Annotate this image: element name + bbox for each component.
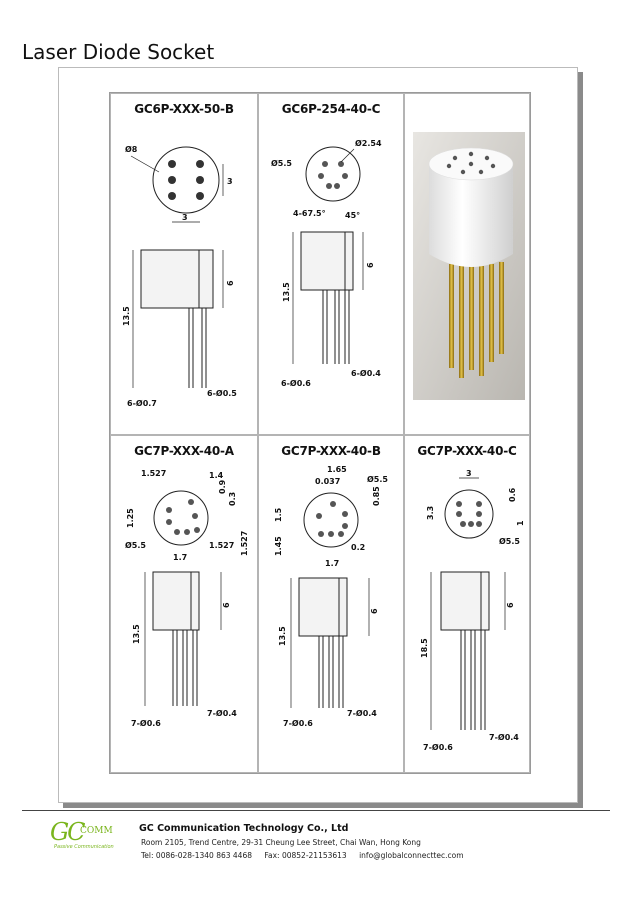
company-name: GC Communication Technology Co., Ltd [139,823,349,834]
angle-b-label: 45° [345,211,361,220]
d1-label: 1.65 [327,465,347,474]
socket-drawing [259,94,405,436]
pitch-v-label: 3 [227,177,233,186]
height-label: 6 [506,602,515,608]
model-title: GC6P-XXX-50-B [134,102,234,116]
pins-b-label: 6-Ø0.4 [351,369,381,378]
d5-label: 1.25 [126,508,135,528]
d6-label: 0.2 [351,543,366,552]
pins-b-label: 7-Ø0.4 [347,709,377,718]
fax: Fax: 00852-21153613 [264,851,347,860]
pins-b-label: 7-Ø0.4 [207,709,237,718]
d3-label: 0.85 [372,486,381,506]
drawing-sheet [58,67,578,803]
company-logo [50,820,120,850]
d3-label: 0.9 [218,479,227,494]
pins-a-label: 6-Ø0.7 [127,399,157,408]
logo-tagline: Passive Communication [54,844,114,850]
dia-label: Ø5.5 [367,475,388,484]
pins-b-label: 6-Ø0.5 [207,389,237,398]
model-title: GC7P-XXX-40-C [417,444,517,458]
dia-label: Ø5.5 [499,537,520,546]
pins-a-label: 7-Ø0.6 [283,719,313,728]
d4-label: 1 [516,520,525,526]
d2-label: 0.6 [508,487,517,502]
length-label: 13.5 [122,306,131,326]
dia-label: Ø5.5 [271,159,292,168]
socket-drawing [111,94,259,436]
height-label: 6 [370,608,379,614]
model-title: GC7P-XXX-40-B [281,444,381,458]
pins-a-label: 6-Ø0.6 [281,379,311,388]
logo-comm: COMM [80,826,113,836]
pin-dia-label: Ø2.54 [355,139,382,148]
drawing-grid [109,92,531,774]
height-label: 6 [366,262,375,268]
socket-photo-cell [404,93,530,435]
d5-label: 1.45 [274,536,283,556]
pins-b-label: 7-Ø0.4 [489,733,519,742]
angle-a-label: 4-67.5° [293,209,326,218]
dia-label: Ø8 [125,145,138,154]
d3-label: 3.3 [426,505,435,520]
drawing-gc7p-xxx-40-a [110,435,258,773]
company-address: Room 2105, Trend Centre, 29-31 Cheung Lee Street, Chai Wan, Hong Kong [141,838,421,847]
length-label: 13.5 [282,282,291,302]
d1-label: 1.527 [141,469,167,478]
tel: Tel: 0086-028-1340 863 4468 [141,851,252,860]
logo-gc: GC [50,818,84,846]
d8-label: 1.527 [240,530,249,556]
drawing-gc7p-xxx-40-c [404,435,530,773]
height-label: 6 [226,280,235,286]
dia-label: Ø5.5 [125,541,146,550]
model-title: GC6P-254-40-C [281,102,381,116]
length-label: 18.5 [420,638,429,658]
d6-label: 1.7 [173,553,188,562]
model-title: GC7P-XXX-40-A [134,444,234,458]
socket-drawing [405,436,531,774]
drawing-gc6p-254-40-c [258,93,404,435]
socket-drawing [259,436,405,774]
pitch-h-label: 3 [182,213,188,222]
d2-label: 0.037 [315,477,341,486]
length-label: 13.5 [278,626,287,646]
socket-photo [405,94,531,436]
drawing-gc7p-xxx-40-b [258,435,404,773]
socket-drawing [111,436,259,774]
page-title: Laser Diode Socket [22,40,215,64]
pins-a-label: 7-Ø0.6 [131,719,161,728]
d7-label: 1.7 [325,559,340,568]
d7-label: 1.527 [209,541,235,550]
d2-label: 1.4 [209,471,224,480]
d4-label: 0.3 [228,491,237,506]
pins-a-label: 7-Ø0.6 [423,743,453,752]
drawing-gc6p-xxx-50-b [110,93,258,435]
company-contact [141,851,474,860]
footer-divider [22,810,610,811]
email-link[interactable]: info@globalconnecttec.com [359,851,464,860]
d4-label: 1.5 [274,507,283,522]
height-label: 6 [222,602,231,608]
d1-label: 3 [466,469,472,478]
length-label: 13.5 [132,624,141,644]
